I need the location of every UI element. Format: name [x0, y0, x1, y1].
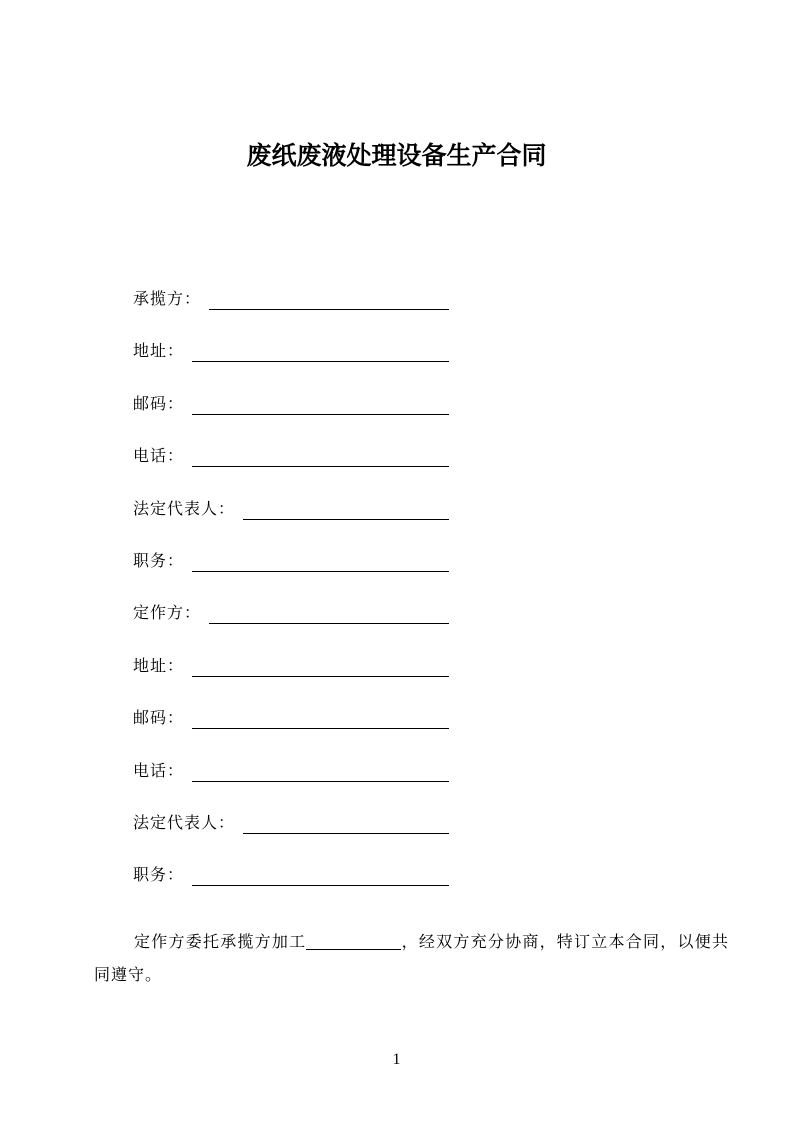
field-label: 职务：	[133, 552, 185, 570]
field-label: 地址：	[133, 657, 185, 675]
field-label: 定作方：	[133, 605, 202, 623]
form-row-4	[133, 499, 449, 520]
field-blank-line[interactable]	[209, 623, 449, 624]
field-blank-line[interactable]	[192, 414, 449, 415]
form-row-2	[133, 394, 449, 415]
page-number: 1	[392, 1051, 401, 1068]
field-label: 电话：	[133, 448, 185, 466]
field-blank-line[interactable]	[192, 466, 449, 467]
field-blank-line[interactable]	[192, 361, 449, 362]
closing-paragraph-prefix: 定作方委托承揽方加工	[134, 934, 307, 951]
field-blank-line[interactable]	[192, 728, 449, 729]
field-label: 承揽方：	[133, 291, 202, 308]
form-row-0	[133, 289, 449, 310]
field-label: 电话：	[133, 762, 185, 780]
form-row-1	[133, 341, 449, 362]
field-label: 邮码：	[133, 710, 185, 728]
field-label: 地址：	[133, 343, 185, 361]
field-blank-line[interactable]	[209, 309, 449, 310]
form-row-3	[133, 446, 449, 467]
form-row-11	[133, 865, 449, 886]
form-row-6	[133, 603, 449, 624]
field-label: 法定代表人：	[133, 814, 236, 832]
field-label: 职务：	[133, 867, 185, 885]
form-row-8	[133, 708, 449, 729]
field-blank-line[interactable]	[243, 833, 449, 834]
form-row-5	[133, 551, 449, 572]
closing-paragraph-suffix: ，经双方充分协商，特订立本合同，以便共同遵守。	[94, 934, 729, 984]
field-blank-line[interactable]	[192, 885, 449, 886]
field-label: 法定代表人：	[133, 500, 236, 518]
document-title: 废纸废液处理设备生产合同	[246, 142, 547, 170]
form-row-9	[133, 761, 449, 782]
field-blank-line[interactable]	[192, 781, 449, 782]
form-row-10	[133, 813, 449, 834]
closing-paragraph	[94, 926, 729, 992]
form-row-7	[133, 656, 449, 677]
field-label: 邮码：	[133, 395, 185, 413]
field-blank-line[interactable]	[243, 519, 449, 520]
contract-parties-form	[133, 289, 449, 918]
field-blank-line[interactable]	[192, 676, 449, 677]
work-item-blank-line[interactable]	[306, 948, 401, 950]
field-blank-line[interactable]	[192, 571, 449, 572]
